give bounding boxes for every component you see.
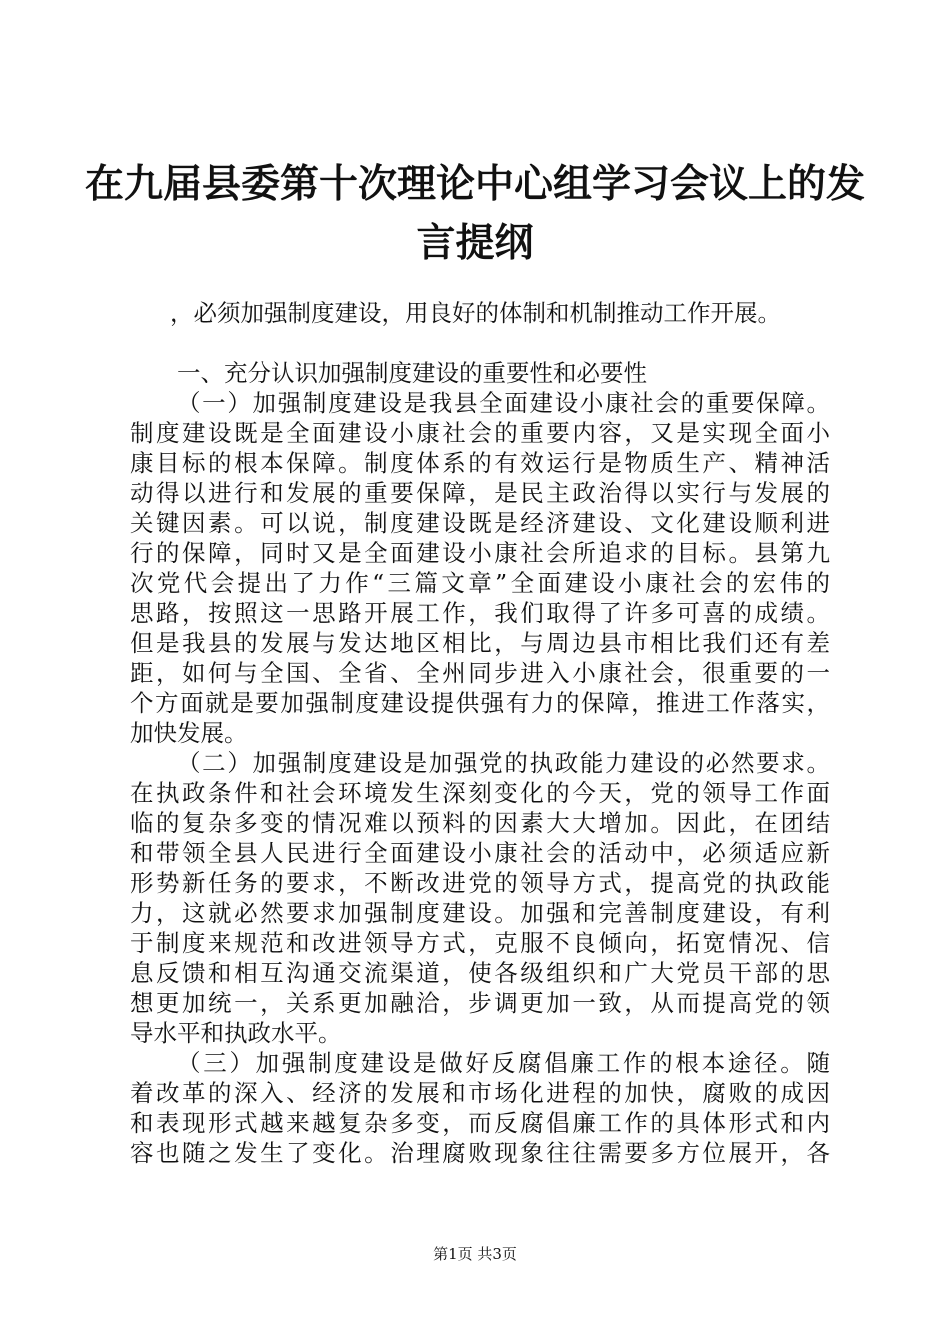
paragraph-line: 思路，按照这一思路开展工作，我们取得了许多可喜的成绩。 (130, 599, 830, 627)
paragraph-line: （一）加强制度建设是我县全面建设小康社会的重要保障。 (177, 389, 830, 417)
paragraph-line: 次党代会提出了力作“三篇文章”全面建设小康社会的宏伟的 (130, 569, 830, 597)
paragraph-line: 于制度来规范和改进领导方式，克服不良倾向，拓宽情况、信 (130, 929, 830, 957)
paragraph-line: 形势新任务的要求，不断改进党的领导方式，提高党的执政能 (130, 869, 830, 897)
paragraph-2 (130, 748, 830, 1048)
paragraph-line: 息反馈和相互沟通交流渠道，使各级组织和广大党员干部的思 (130, 959, 830, 987)
paragraph-line: 容也随之发生了变化。治理腐败现象往往需要多方位展开，各 (130, 1139, 830, 1167)
paragraph-line: 距，如何与全国、全省、全州同步进入小康社会，很重要的一 (130, 659, 830, 687)
paragraph-line: 加快发展。 (130, 719, 248, 747)
intro-paragraph (130, 298, 830, 328)
paragraph-line: 行的保障，同时又是全面建设小康社会所追求的目标。县第九 (130, 539, 830, 567)
paragraph-line: 着改革的深入、经济的发展和市场化进程的加快，腐败的成因 (130, 1079, 830, 1107)
paragraph-3 (130, 1048, 830, 1168)
paragraph-1 (130, 388, 830, 748)
paragraph-line: 制度建设既是全面建设小康社会的重要内容，又是实现全面小 (130, 419, 830, 447)
document-title-line-1: 在九届县委第十次理论中心组学习会议上的发 (84, 162, 865, 207)
section-heading: 一、充分认识加强制度建设的重要性和必要性 (177, 359, 647, 387)
paragraph-line: 力，这就必然要求加强制度建设。加强和完善制度建设，有利 (130, 899, 830, 927)
paragraph-line: 导水平和执政水平。 (130, 1019, 342, 1047)
paragraph-line: （三）加强制度建设是做好反腐倡廉工作的根本途径。随 (177, 1049, 830, 1077)
paragraph-line: 和表现形式越来越复杂多变，而反腐倡廉工作的具体形式和内 (130, 1109, 830, 1137)
paragraph-line: 临的复杂多变的情况难以预料的因素大大增加。因此，在团结 (130, 809, 830, 837)
paragraph-line: 在执政条件和社会环境发生深刻变化的今天，党的领导工作面 (130, 779, 830, 807)
document-title-line-2: 言提纲 (416, 221, 534, 266)
section-1 (130, 358, 830, 1168)
paragraph-line: 但是我县的发展与发达地区相比，与周边县市相比我们还有差 (130, 629, 830, 657)
paragraph-line: （二）加强制度建设是加强党的执政能力建设的必然要求。 (177, 749, 830, 777)
paragraph-line: 关键因素。可以说，制度建设既是经济建设、文化建设顺利进 (130, 509, 830, 537)
paragraph-line: 个方面就是要加强制度建设提供强有力的保障，推进工作落实， (130, 689, 830, 717)
paragraph-line: 和带领全县人民进行全面建设小康社会的活动中，必须适应新 (130, 839, 830, 867)
intro-line: ，必须加强制度建设，用良好的体制和机制推动工作开展。 (170, 299, 781, 327)
paragraph-line: 想更加统一，关系更加融洽，步调更加一致，从而提高党的领 (130, 989, 830, 1017)
page-footer: 第1页 共3页 (433, 1245, 517, 1263)
paragraph-line: 康目标的根本保障。制度体系的有效运行是物质生产、精神活 (130, 449, 830, 477)
paragraph-line: 动得以进行和发展的重要保障，是民主政治得以实行与发展的 (130, 479, 830, 507)
